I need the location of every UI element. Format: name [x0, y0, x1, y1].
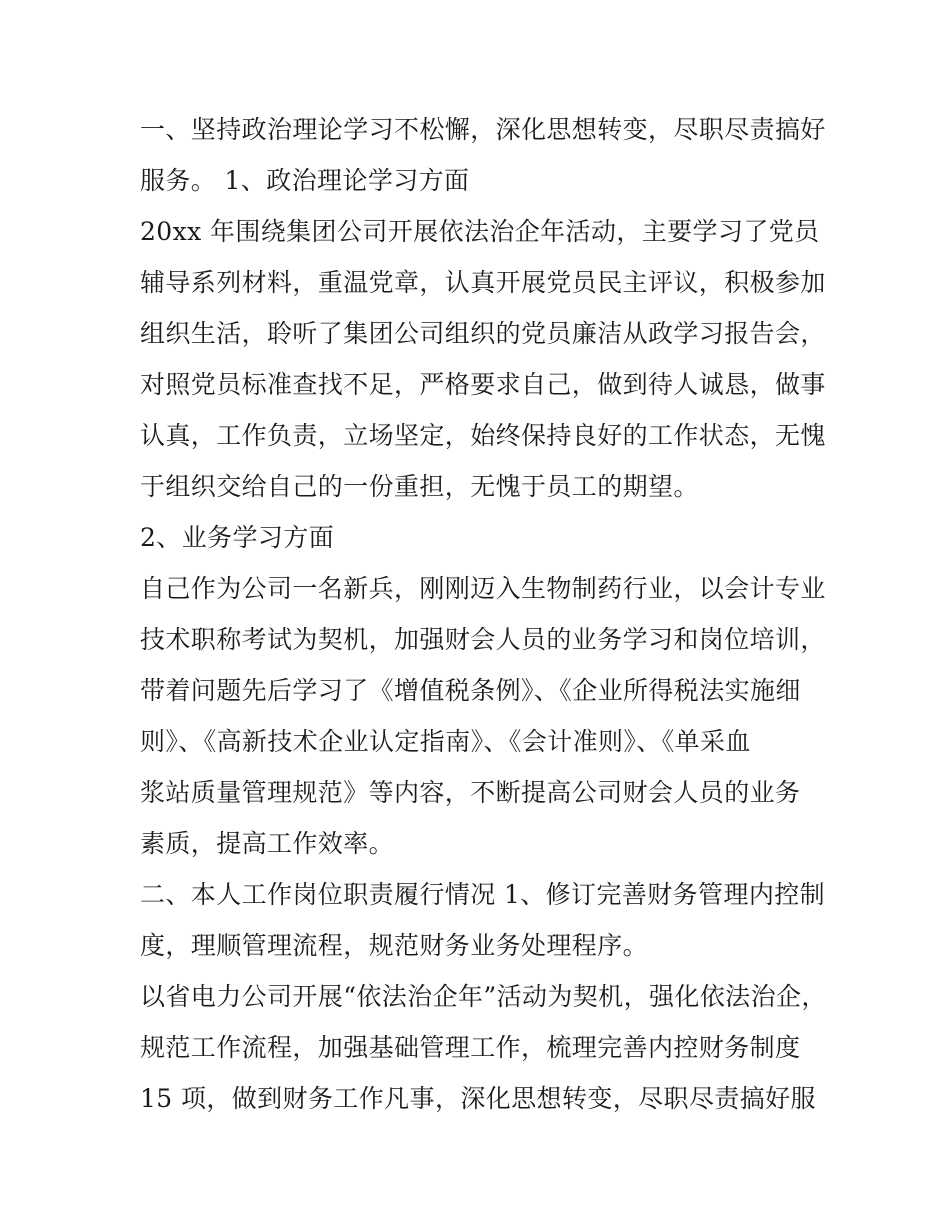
text-line-16: 二、本人工作岗位职责履行情况 1、修订完善财务管理内控制 [140, 880, 826, 909]
document-body [140, 104, 840, 1124]
text-line-7: 认真，工作负责，立场坚定，始终保持良好的工作状态，无愧 [140, 421, 826, 450]
text-line-2: 服务。 1、政治理论学习方面 [140, 166, 470, 195]
text-line-8: 于组织交给自己的一份重担，无愧于员工的期望。 [140, 472, 699, 501]
text-line-1: 一、坚持政治理论学习不松懈，深化思想转变，尽职尽责搞好 [140, 115, 826, 144]
text-line-3: 20xx 年围绕集团公司开展依法治企年活动，主要学习了党员 [140, 217, 820, 246]
text-line-18: 以省电力公司开展“依法治企年”活动为契机，强化依法治企， [140, 982, 827, 1011]
text-line-12: 带着问题先后学习了《增值税条例》、《企业所得税法实施细 [140, 676, 801, 705]
text-line-13: 则》、《高新技术企业认定指南》、《会计准则》、《单采血 [140, 727, 751, 756]
text-line-10: 自己作为公司一名新兵，刚刚迈入生物制药行业，以会计专业 [140, 574, 826, 603]
text-line-5: 组织生活，聆听了集团公司组织的党员廉洁从政学习报告会， [140, 319, 826, 348]
text-line-20: 15 项，做到财务工作凡事，深化思想转变，尽职尽责搞好服 [140, 1084, 816, 1113]
text-line-9: 2、业务学习方面 [140, 523, 335, 552]
text-line-14: 浆站质量管理规范》等内容，不断提高公司财会人员的业务 [140, 778, 801, 807]
text-line-15: 素质，提高工作效率。 [140, 829, 395, 858]
text-line-6: 对照党员标准查找不足，严格要求自己，做到待人诚恳，做事 [140, 370, 826, 399]
text-line-11: 技术职称考试为契机，加强财会人员的业务学习和岗位培训， [140, 625, 826, 654]
text-line-4: 辅导系列材料，重温党章，认真开展党员民主评议，积极参加 [140, 268, 826, 297]
text-line-17: 度，理顺管理流程，规范财务业务处理程序。 [140, 931, 649, 960]
text-line-19: 规范工作流程，加强基础管理工作，梳理完善内控财务制度 [140, 1033, 801, 1062]
